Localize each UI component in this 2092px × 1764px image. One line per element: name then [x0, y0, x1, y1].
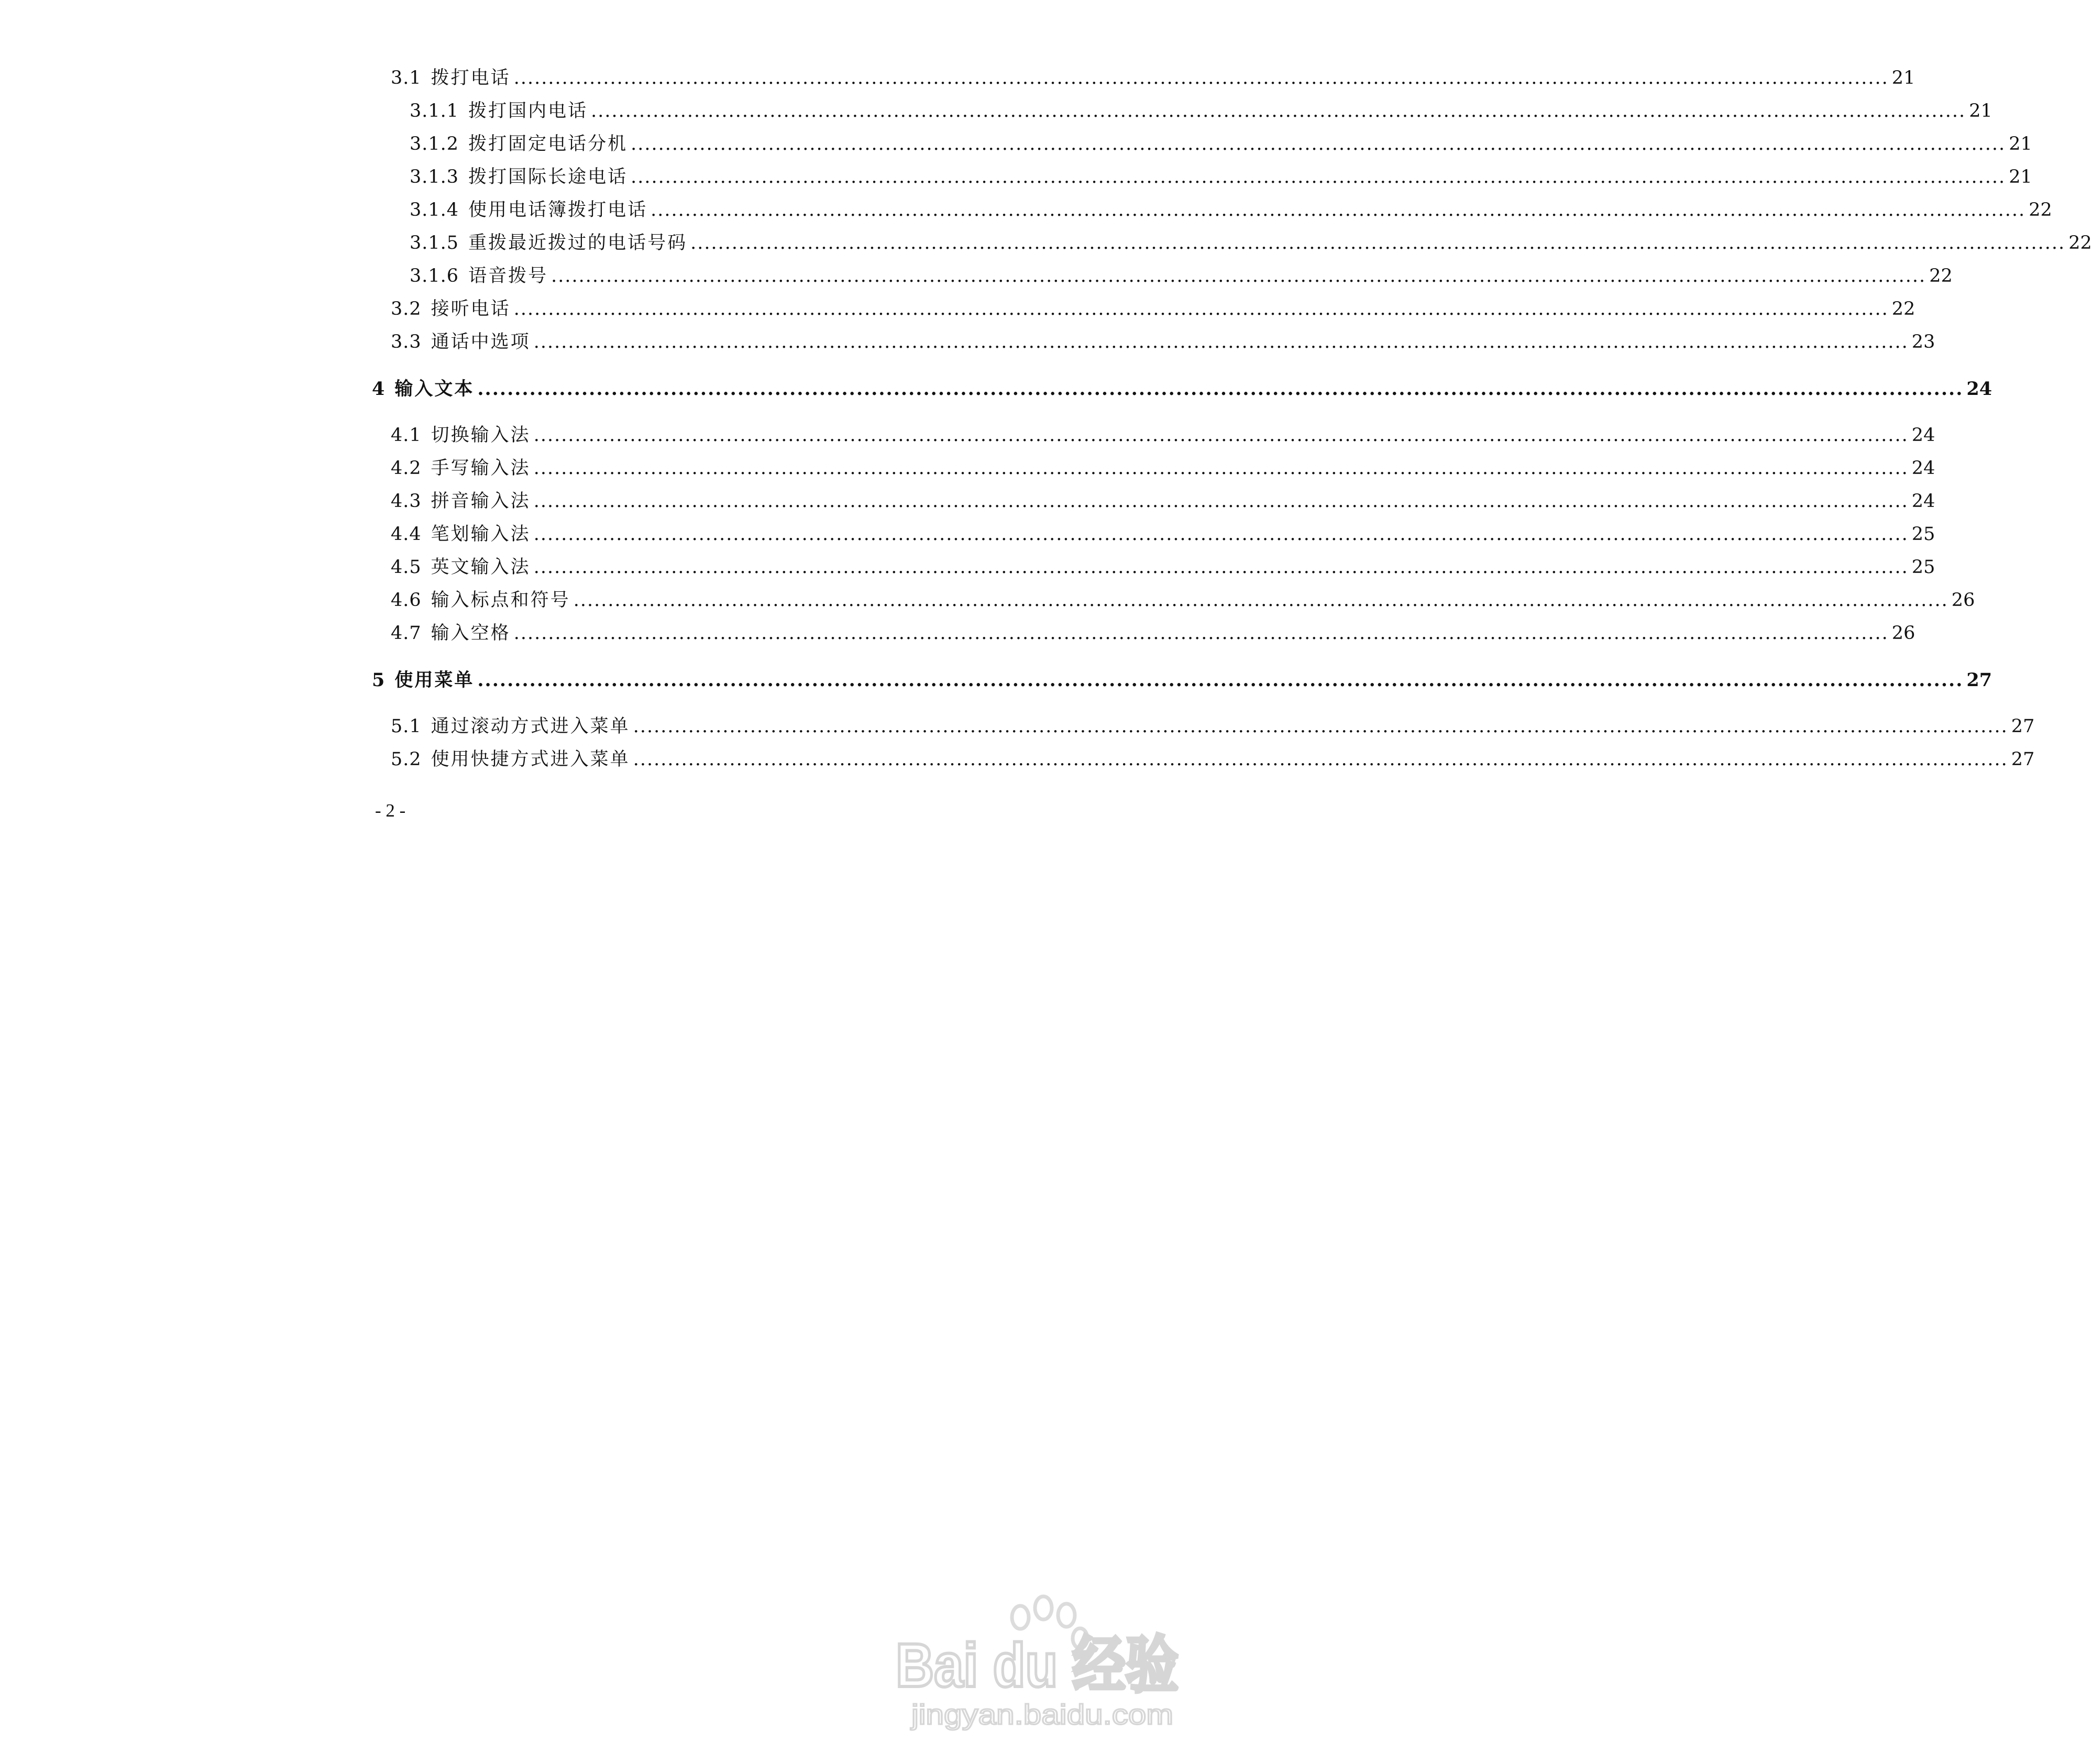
toc-entry-number: 3.1.2	[410, 134, 459, 155]
toc-dot-leader	[534, 452, 1909, 485]
toc-chapter-entry[interactable]	[372, 664, 1992, 697]
toc-dot-leader	[631, 128, 2006, 161]
toc-dot-leader	[633, 743, 2008, 776]
toc-entry-number: 4.5	[391, 557, 422, 578]
toc-entry[interactable]	[372, 128, 2032, 161]
toc-entry-number: 4.3	[391, 491, 422, 512]
toc-entry-number: 4.1	[391, 425, 422, 446]
toc-entry-title: 重拨最近拨过的电话号码	[468, 233, 688, 253]
watermark-logo-text: Bai du 经验	[896, 1631, 1179, 1700]
watermark-url-text: jingyan.baidu.com	[910, 1699, 1173, 1730]
toc-entry-title: 输入标点和符号	[431, 590, 570, 611]
toc-entry[interactable]	[372, 227, 2092, 260]
toc-entry-title: 使用菜单	[394, 669, 475, 691]
toc-entry[interactable]	[372, 326, 1935, 359]
toc-entry-number: 3.3	[391, 332, 422, 352]
toc-entry-title: 拨打固定电话分机	[468, 134, 628, 155]
toc-dot-leader	[534, 326, 1909, 359]
toc-dot-leader	[633, 710, 2008, 743]
toc-entry-number: 4.6	[391, 590, 422, 611]
toc-entry-page: 26	[1891, 623, 1915, 644]
toc-entry[interactable]	[372, 419, 1935, 452]
toc-entry-title: 使用电话簿拨打电话	[468, 200, 648, 220]
toc-dot-leader	[514, 617, 1889, 650]
toc-entry[interactable]	[372, 710, 2035, 743]
toc-entry[interactable]	[372, 452, 1935, 485]
toc-entry-title: 切换输入法	[431, 425, 531, 446]
toc-entry-page: 24	[1911, 458, 1935, 479]
toc-entry-title: 语音拨号	[468, 266, 548, 286]
toc-entry-page: 27	[2011, 716, 2035, 737]
toc-entry-page: 21	[1891, 68, 1915, 89]
toc-dot-leader	[574, 584, 1948, 617]
toc-entry[interactable]	[372, 518, 1935, 551]
toc-dot-leader	[477, 664, 1963, 697]
toc-entry-title: 通过滚动方式进入菜单	[431, 716, 630, 737]
toc-entry-number: 3.1.5	[410, 233, 459, 253]
toc-chapter-entry[interactable]	[372, 372, 1992, 405]
toc-entry-page: 24	[1966, 378, 1992, 400]
table-of-contents	[372, 62, 2092, 776]
toc-entry-number: 3.1.6	[410, 266, 459, 286]
toc-entry-number: 5.1	[391, 716, 422, 737]
toc-entry-number: 4.4	[391, 524, 422, 545]
toc-entry[interactable]	[372, 260, 1953, 293]
toc-entry-page: 21	[2009, 134, 2032, 155]
toc-entry[interactable]	[372, 743, 2035, 776]
toc-dot-leader	[514, 62, 1889, 95]
toc-entry-number: 3.1.4	[410, 200, 459, 220]
toc-dot-leader	[534, 518, 1909, 551]
toc-entry-page: 22	[2068, 233, 2092, 253]
toc-entry-page: 25	[1911, 524, 1935, 545]
toc-entry[interactable]	[372, 194, 2052, 227]
toc-dot-leader	[514, 293, 1889, 326]
toc-entry-page: 21	[1969, 101, 1992, 122]
toc-entry-title: 通话中选项	[431, 332, 531, 352]
toc-entry[interactable]	[372, 485, 1935, 518]
toc-entry-title: 输入空格	[431, 623, 511, 644]
toc-entry-page: 21	[2009, 167, 2032, 188]
toc-entry-page: 22	[1891, 299, 1915, 319]
toc-entry[interactable]	[372, 95, 1992, 128]
toc-entry[interactable]	[372, 551, 1935, 584]
toc-entry-title: 使用快捷方式进入菜单	[431, 749, 630, 770]
toc-dot-leader	[534, 419, 1909, 452]
toc-entry-page: 22	[2029, 200, 2052, 220]
toc-entry-title: 英文输入法	[431, 557, 531, 578]
toc-entry-number: 3.1.1	[410, 101, 459, 122]
toc-entry[interactable]	[372, 62, 1915, 95]
toc-entry[interactable]	[372, 161, 2032, 194]
toc-dot-leader	[690, 227, 2065, 260]
toc-entry[interactable]	[372, 293, 1915, 326]
toc-entry-number: 4.7	[391, 623, 422, 644]
toc-entry-number: 3.2	[391, 299, 422, 319]
toc-dot-leader	[534, 485, 1909, 518]
toc-entry-title: 手写输入法	[431, 458, 531, 479]
toc-entry-title: 拨打国际长途电话	[468, 167, 628, 188]
toc-entry-title: 拨打国内电话	[468, 101, 588, 122]
toc-entry-number: 5.2	[391, 749, 422, 770]
toc-entry-page: 22	[1929, 266, 1953, 286]
toc-entry-title: 拨打电话	[431, 68, 511, 89]
toc-entry[interactable]	[372, 617, 1915, 650]
toc-entry-page: 24	[1911, 425, 1935, 446]
toc-entry-title: 笔划输入法	[431, 524, 531, 545]
toc-entry-page: 25	[1911, 557, 1935, 578]
toc-entry-page: 23	[1911, 332, 1935, 352]
toc-entry-page: 24	[1911, 491, 1935, 512]
toc-entry-number: 4.2	[391, 458, 422, 479]
toc-entry-title: 输入文本	[394, 378, 475, 400]
toc-entry[interactable]	[372, 584, 1975, 617]
toc-entry-page: 26	[1951, 590, 1975, 611]
toc-entry-page: 27	[2011, 749, 2035, 770]
toc-entry-number: 3.1.3	[410, 167, 459, 188]
page-number: - 2 -	[375, 800, 406, 821]
toc-dot-leader	[591, 95, 1966, 128]
toc-dot-leader	[631, 161, 2006, 194]
toc-dot-leader	[551, 260, 1926, 293]
toc-dot-leader	[651, 194, 2025, 227]
toc-entry-number: 3.1	[391, 68, 422, 89]
toc-entry-number: 5	[372, 669, 386, 691]
toc-entry-page: 27	[1966, 669, 1992, 691]
toc-entry-title: 接听电话	[431, 299, 511, 319]
toc-dot-leader	[477, 372, 1963, 405]
toc-entry-title: 拼音输入法	[431, 491, 531, 512]
toc-dot-leader	[534, 551, 1909, 584]
toc-entry-number: 4	[372, 378, 386, 400]
baidu-jingyan-watermark	[890, 1592, 1184, 1734]
